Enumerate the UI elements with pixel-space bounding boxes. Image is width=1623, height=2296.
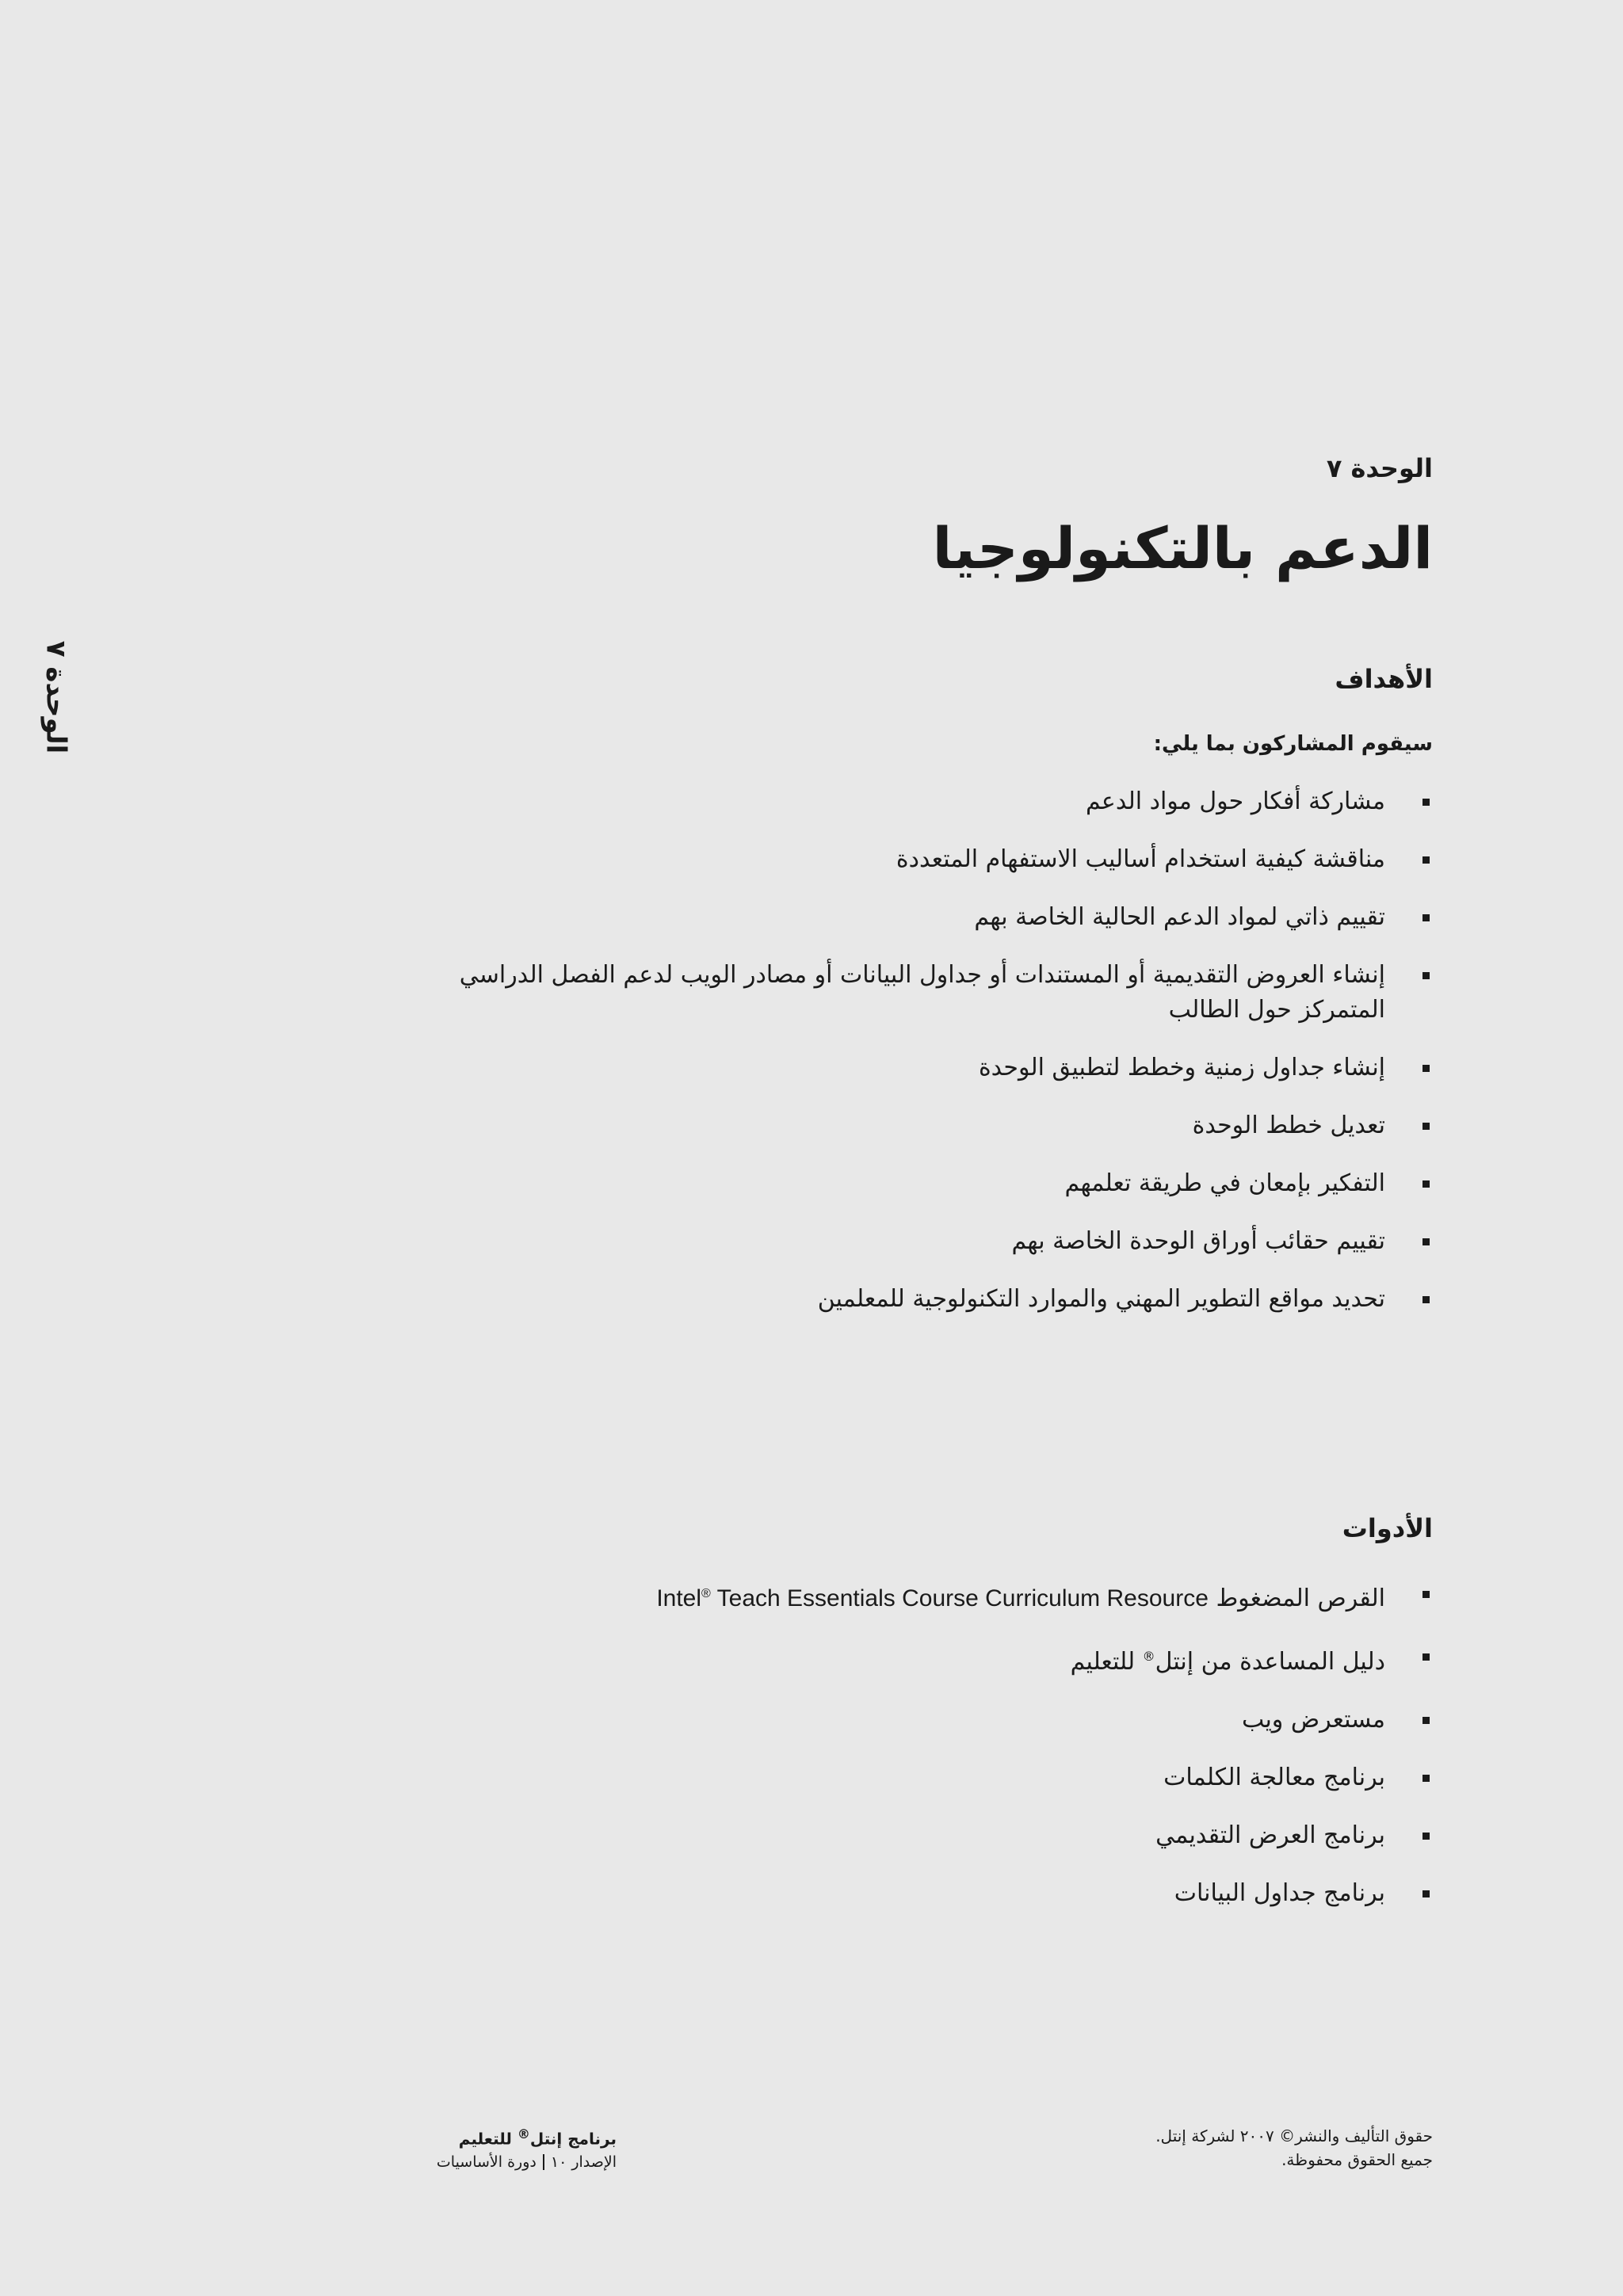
footer-copyright [1037, 2126, 1433, 2174]
copyright-line: حقوق التأليف والنشر© ٢٠٠٧ لشركة إنتل. [1155, 2126, 1433, 2145]
page-title: الدعم بالتكنولوجيا [932, 515, 1433, 582]
objective-item: تحديد مواقع التطوير المهني والموارد التكنولوجية للمعلمين [403, 1282, 1433, 1317]
objective-item: تعديل خطط الوحدة [403, 1108, 1433, 1143]
objective-item: تقييم حقائب أوراق الوحدة الخاصة بهم [403, 1224, 1433, 1259]
tool-item-cd [403, 1577, 1433, 1616]
tools-heading: الأدوات [1342, 1513, 1433, 1543]
objective-item: مناقشة كيفية استخدام أساليب الاستفهام المتعددة [403, 842, 1433, 877]
tool-cd-name: Intel® Teach Essentials Course Curriculum Resource [656, 1585, 1209, 1611]
tool-item-guide: دليل المساعدة من إنتل® للتعليم [403, 1639, 1433, 1680]
objectives-list [403, 784, 1433, 1340]
objective-item: التفكير بإمعان في طريقة تعلمهم [403, 1166, 1433, 1201]
side-unit-label: الوحدة ٧ [40, 640, 71, 754]
objective-item: إنشاء العروض التقديمية أو المستندات أو جداول البيانات أو مصادر الويب لدعم الفصل الدراسي المتمركز حول الطالب [450, 958, 1433, 1028]
objectives-intro: سيقوم المشاركون بما يلي: [1153, 732, 1433, 756]
footer-program-name: برنامج إنتل® للتعليم [458, 2126, 617, 2149]
objective-item: إنشاء جداول زمنية وخطط لتطبيق الوحدة [403, 1051, 1433, 1085]
tool-item: برنامج جداول البيانات [403, 1876, 1433, 1911]
rights-line: جميع الحقوق محفوظة. [1281, 2150, 1433, 2169]
objectives-heading: الأهداف [1335, 664, 1433, 694]
unit-label: الوحدة ٧ [1326, 453, 1433, 483]
tool-cd-label: القرص المضغوط [1216, 1585, 1385, 1612]
tool-item: برنامج معالجة الكلمات [403, 1760, 1433, 1795]
objective-item: مشاركة أفكار حول مواد الدعم [403, 784, 1433, 819]
side-unit-tab [38, 634, 73, 761]
footer-edition: الإصدار ١٠دورة الأساسيات [436, 2153, 617, 2171]
footer-divider [543, 2154, 544, 2170]
tool-item: برنامج العرض التقديمي [403, 1818, 1433, 1853]
footer-program-info [403, 2126, 617, 2171]
objective-item: تقييم ذاتي لمواد الدعم الحالية الخاصة بهم [403, 900, 1433, 935]
tools-list [403, 1577, 1433, 1934]
tool-item: مستعرض ويب [403, 1703, 1433, 1737]
